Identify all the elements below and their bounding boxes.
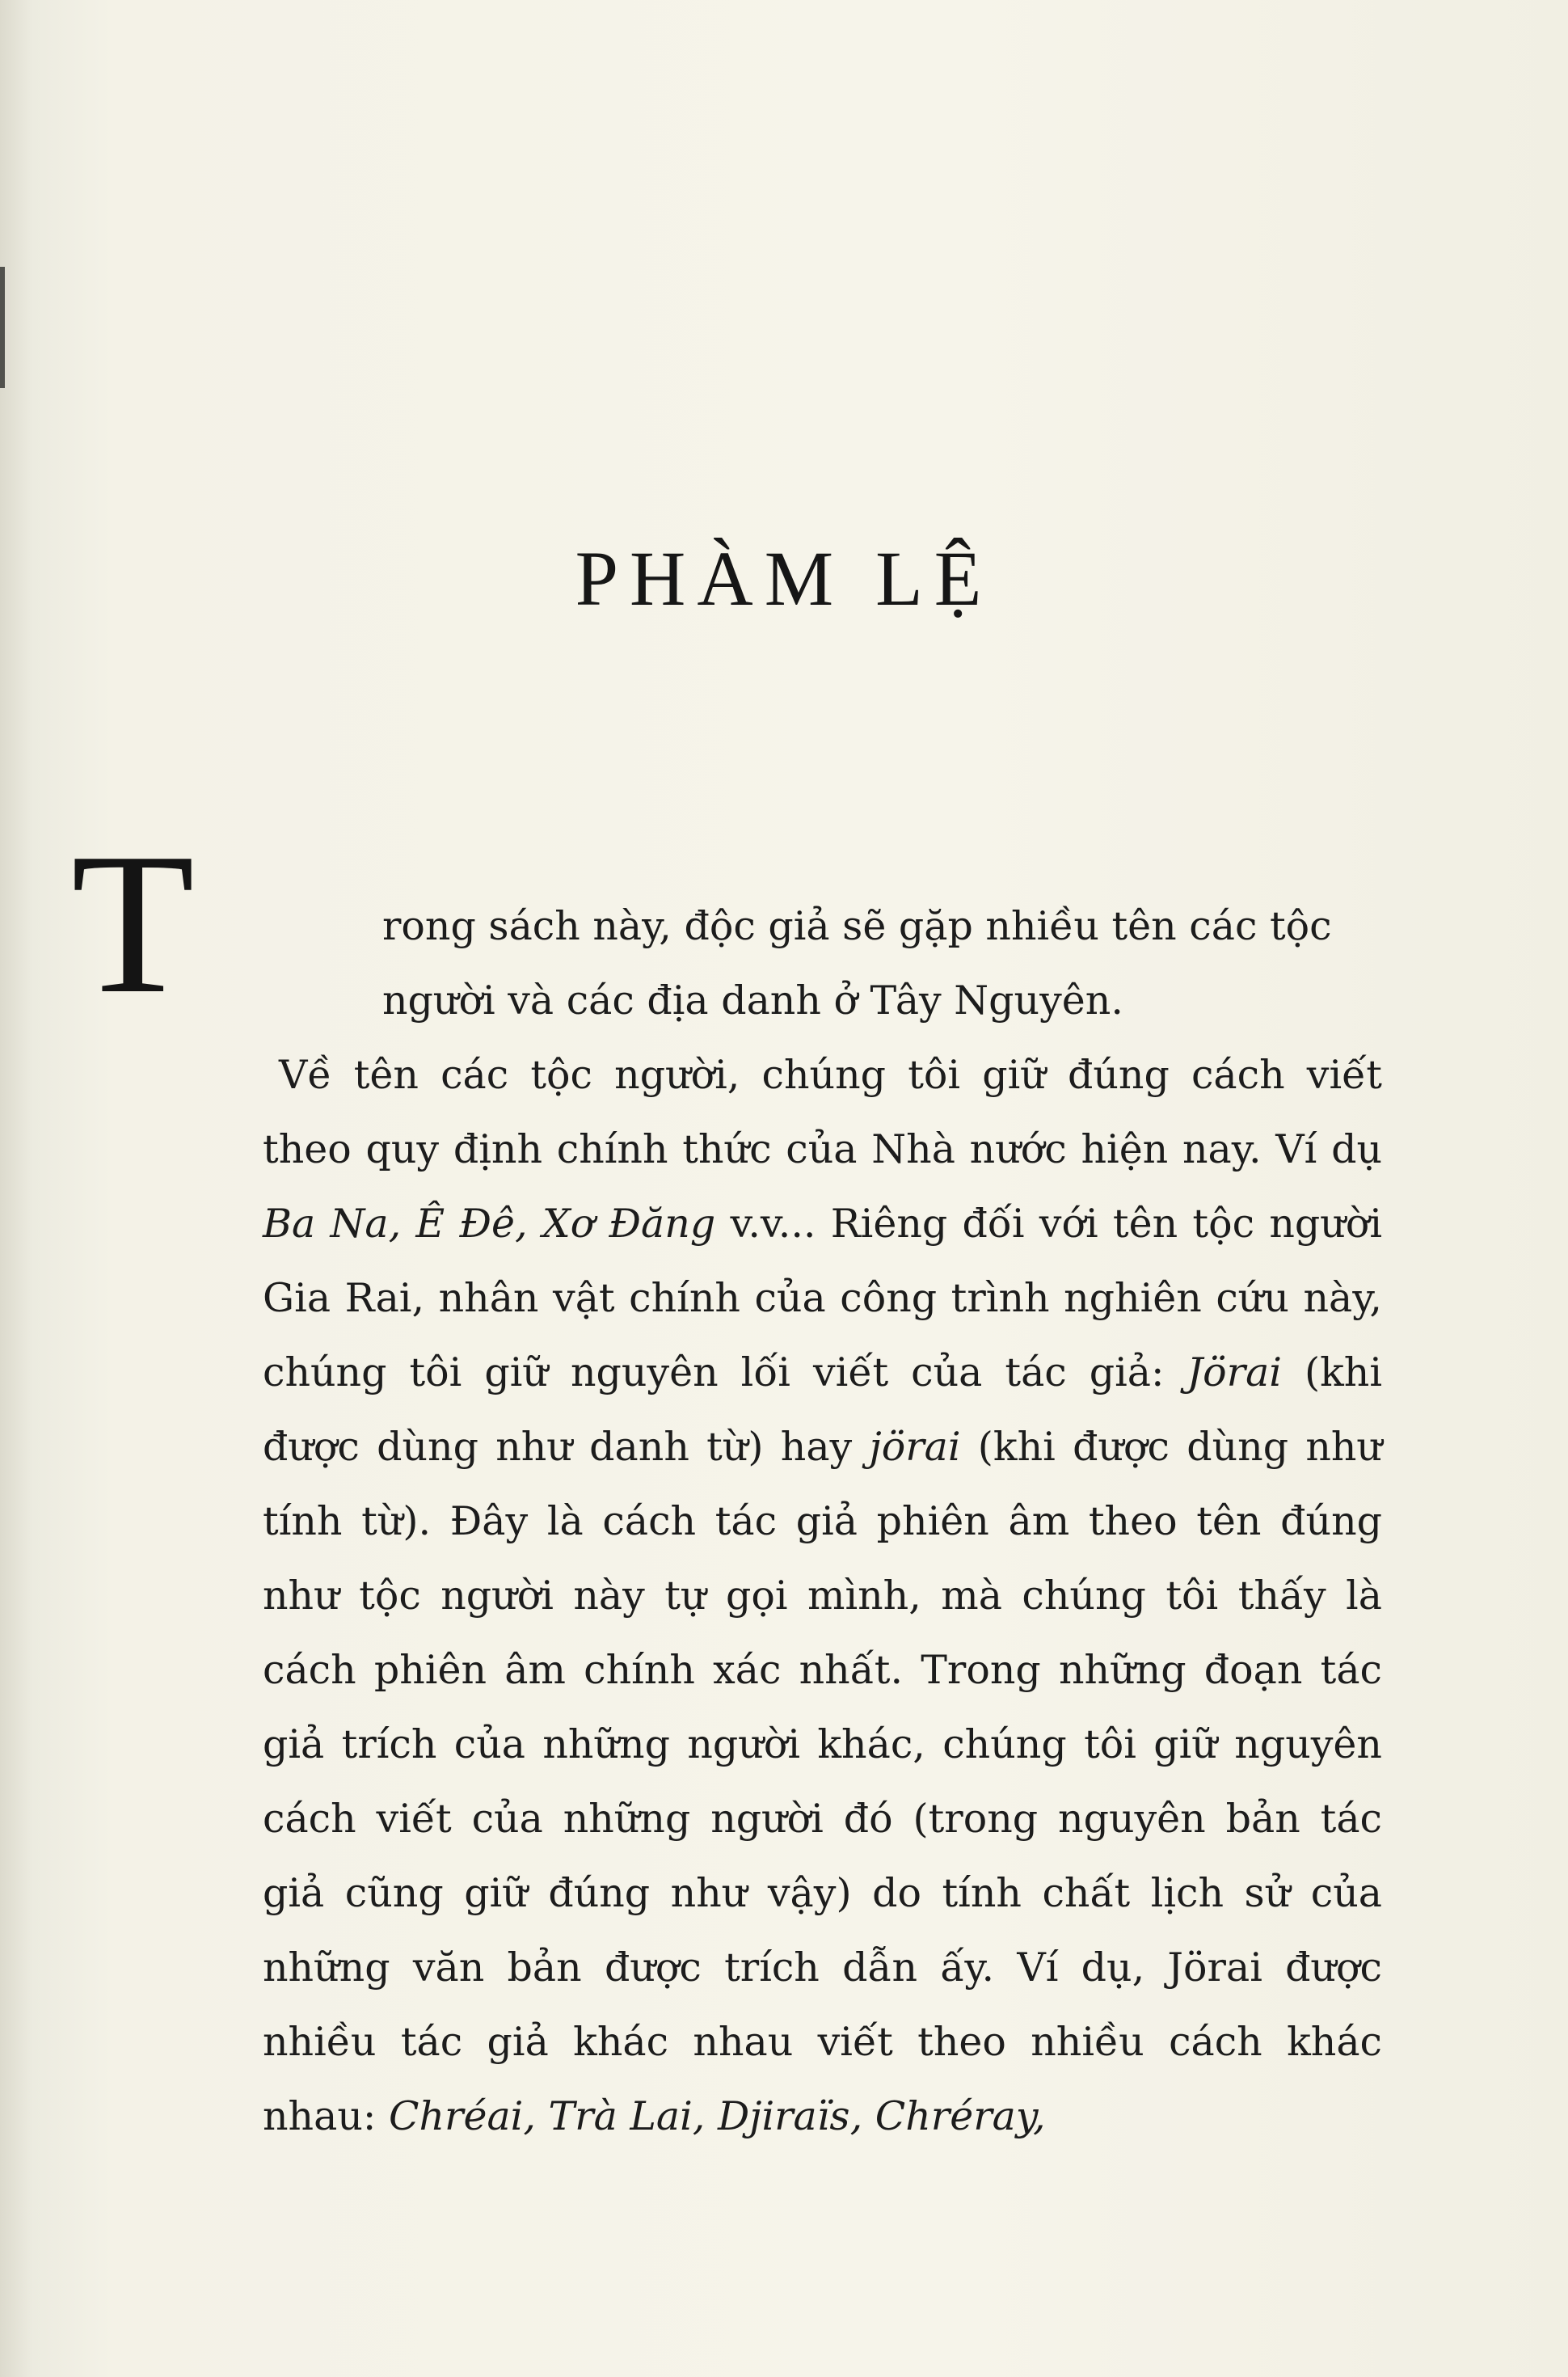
text-segment: v.v... Riêng đối với tên tộc người Gia Rai, nhân vật chính của công trình nghiên cứu này, chúng tôi giữ nguyên lối viết của tác giả: bbox=[263, 1201, 1382, 1395]
page-title: PHÀM LỆ bbox=[575, 535, 993, 622]
italic-term-jorai-noun: Jörai bbox=[1187, 1349, 1282, 1395]
text-segment: (khi được dùng như tính từ). Đây là cách tác giả phiên âm theo tên đúng như tộc người này tự gọi mình, mà chúng tôi thấy là cách phiên âm chính xác nhất. Trong những đoạn tác giả trích của những người khác, chúng tôi giữ nguyên cách viết của những người đó (trong nguyên bản tác giả cũng giữ đúng như vậy) do tính chất lịch sử của những văn bản được trích dẫn ấy. Ví dụ, Jörai được nhiều tác giả khác nhau viết theo nhiều cách khác nhau: bbox=[263, 1424, 1382, 2139]
italic-variant-spellings: Chréai, Trà Lai, Djiraïs, Chréray, bbox=[388, 2093, 1046, 2139]
drop-cap-letter: T bbox=[71, 812, 195, 1036]
text-segment: Về tên các tộc người, chúng tôi giữ đúng cách viết theo quy định chính thức của Nhà nước hiện nay. Ví dụ bbox=[263, 1052, 1382, 1172]
opening-paragraph bbox=[263, 889, 1382, 1038]
text-segment: (khi được dùng như danh từ) hay bbox=[263, 1349, 1382, 1470]
italic-example-names: Ba Na, Ê Đê, Xơ Đăng bbox=[263, 1201, 716, 1247]
body-text bbox=[263, 889, 1382, 2154]
page-edge-shadow bbox=[0, 267, 5, 388]
paragraph-ethnic-names bbox=[263, 1038, 1382, 2154]
opening-line-2: người và các địa danh ở Tây Nguyên. bbox=[382, 977, 1123, 1024]
italic-term-jorai-adjective: jörai bbox=[869, 1424, 961, 1470]
opening-line-1: rong sách này, độc giả sẽ gặp nhiều tên các tộc bbox=[382, 903, 1332, 949]
